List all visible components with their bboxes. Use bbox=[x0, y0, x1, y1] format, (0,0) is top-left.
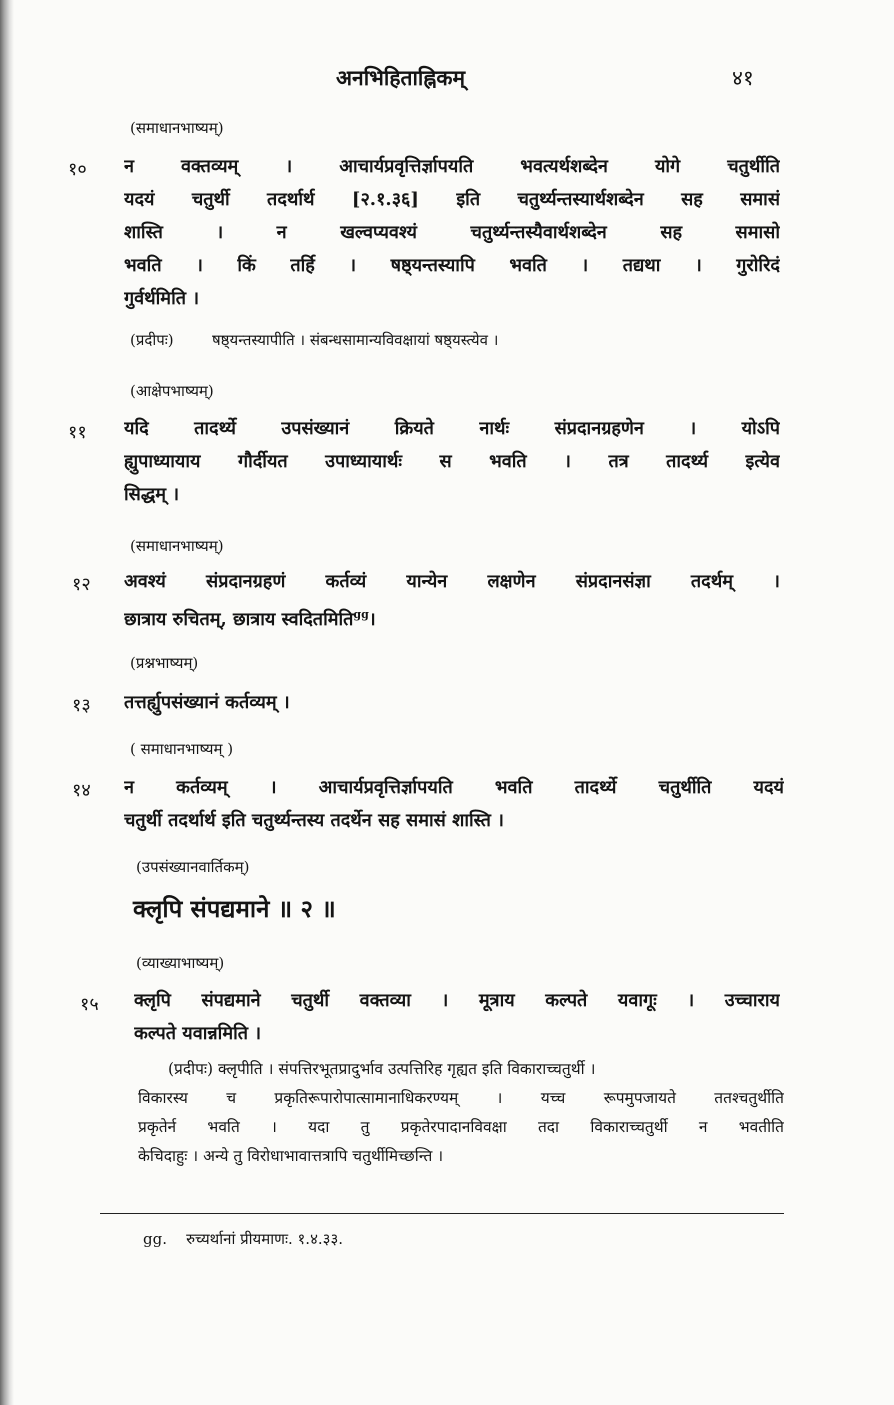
text-line: क्लृपि संपद्यमाने चतुर्थी वक्तव्या । मूत्राय कल्पते यवागूः । उच्चाराय bbox=[134, 990, 780, 1011]
section-10-label: (समाधानभाष्यम्) bbox=[130, 119, 224, 137]
section-10-number: १० bbox=[68, 159, 87, 180]
section-10-text bbox=[124, 150, 780, 315]
section-14-number: १४ bbox=[72, 780, 91, 801]
text-line: कल्पते यवान्नमिति । bbox=[134, 1023, 262, 1044]
section-11-text bbox=[124, 412, 780, 511]
section-14-label: ( समाधानभाष्यम् ) bbox=[130, 740, 234, 758]
section-10-pradipa-text: षष्ठ्यन्तस्यापीति । संबन्धसामान्यविवक्षायां षष्ठ्यस्त्येव । bbox=[212, 331, 499, 349]
text-line: तत्तर्ह्युपसंख्यानं कर्तव्यम् । bbox=[124, 692, 290, 713]
footnote-marker: gg. bbox=[143, 1230, 167, 1248]
pradipa-line: प्रकृतेर्न भवति । यदा तु प्रकृतेरपादानविवक्षा तदा विकाराच्चतुर्थी न भवतीति bbox=[138, 1118, 784, 1136]
danda: । bbox=[368, 609, 376, 630]
footnote-ref: gg bbox=[353, 608, 369, 621]
text-line bbox=[124, 598, 780, 636]
text-line: अवश्यं संप्रदानग्रहणं कर्तव्यं यान्येन लक्षणेन संप्रदानसंज्ञा तदर्थम् । bbox=[124, 571, 780, 592]
text-line: यदि तादर्थ्ये उपसंख्यानं क्रियते नार्थः संप्रदानग्रहणेन । योऽपि bbox=[124, 418, 780, 439]
pradipa-line: (प्रदीपः) क्लृपीति । संपत्तिरभूतप्रादुर्भाव उत्पत्तिरिह गृह्यत इति विकाराच्चतुर्थी । bbox=[168, 1060, 596, 1078]
text-line: भवति । किं तर्हि । षष्ठ्यन्तस्यापि भवति । तद्यथा । गुरोरिदं bbox=[124, 255, 780, 276]
pradipa-line: केचिदाहुः । अन्ये तु विरोधाभावात्तत्रापि चतुर्थीमिच्छन्ति । bbox=[138, 1147, 444, 1165]
section-10-pradipa-label: (प्रदीपः) bbox=[130, 331, 174, 349]
vartika-label: (उपसंख्यानवार्तिकम्) bbox=[136, 858, 250, 876]
section-13-label: (प्रश्नभाष्यम्) bbox=[130, 654, 199, 672]
footnote-text: रुच्यर्थानां प्रीयमाणः. १.४.३३. bbox=[186, 1230, 344, 1248]
section-13-text bbox=[124, 686, 780, 719]
section-15-number: १५ bbox=[80, 994, 99, 1015]
text-line-content: छात्राय रुचितम्, छात्राय स्वदितमिति bbox=[124, 609, 354, 630]
section-11-label: (आक्षेपभाष्यम्) bbox=[130, 382, 214, 400]
text-line: चतुर्थी तदर्थार्थ इति चतुर्थ्यन्तस्य तदर्थेन सह समासं शास्ति । bbox=[124, 810, 504, 831]
text-line: यदयं चतुर्थी तदर्थार्थ [२.१.३६] इति चतुर्थ्यन्तस्यार्थशब्देन सह समासं bbox=[124, 189, 780, 210]
text-line: न वक्तव्यम् । आचार्यप्रवृत्तिर्ज्ञापयति भवत्यर्थशब्देन योगे चतुर्थीति bbox=[124, 156, 780, 177]
section-14-text bbox=[124, 771, 784, 837]
footnote-divider bbox=[100, 1213, 784, 1214]
section-12-text bbox=[124, 565, 780, 636]
section-12-label: (समाधानभाष्यम्) bbox=[130, 537, 224, 555]
section-12-number: १२ bbox=[72, 574, 91, 595]
text-line: ह्युपाध्यायाय गौर्दीयत उपाध्यायार्थः स भवति । तत्र तादर्थ्य इत्येव bbox=[124, 451, 780, 472]
section-15-text bbox=[134, 984, 780, 1050]
text-line: शास्ति । न खल्वप्यवश्यं चतुर्थ्यन्तस्यैवार्थशब्देन सह समासो bbox=[124, 222, 780, 243]
text-line: सिद्धम् । bbox=[124, 484, 180, 505]
page-header-title: अनभिहिताह्निकम् bbox=[336, 65, 466, 90]
section-13-number: १३ bbox=[72, 695, 91, 716]
page-number: ४१ bbox=[732, 66, 754, 90]
footnote bbox=[143, 1229, 343, 1249]
vartika-text: क्लृपि संपद्यमाने ॥ २ ॥ bbox=[133, 894, 336, 923]
text-line: गुर्वर्थमिति । bbox=[124, 288, 200, 309]
section-15-pradipa bbox=[138, 1055, 784, 1171]
text-line: न कर्तव्यम् । आचार्यप्रवृत्तिर्ज्ञापयति भवति तादर्थ्ये चतुर्थीति यदयं bbox=[124, 777, 784, 798]
page-spine-shadow bbox=[0, 0, 14, 1405]
section-11-number: ११ bbox=[68, 422, 87, 443]
pradipa-line: विकारस्य च प्रकृतिरूपारोपात्सामानाधिकरण्यम् । यच्च रूपमुपजायते ततश्चतुर्थीति bbox=[138, 1089, 784, 1107]
section-15-label: (व्याख्याभाष्यम्) bbox=[136, 954, 225, 972]
